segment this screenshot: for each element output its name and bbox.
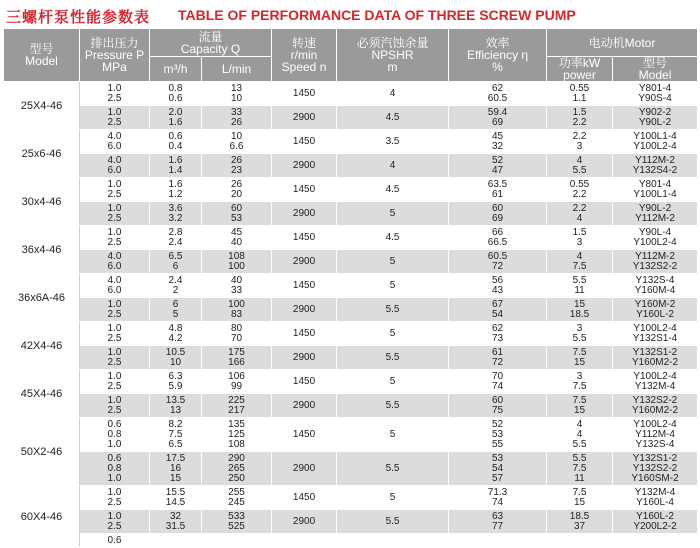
npshr-cell: 4.5 bbox=[337, 106, 449, 130]
power-cell: 7.5 15 bbox=[547, 486, 613, 510]
pressure-cell: 1.0 2.5 bbox=[80, 178, 150, 202]
npshr-cell: 4.5 bbox=[337, 226, 449, 250]
efficiency-cell: 66 66.5 bbox=[449, 226, 547, 250]
efficiency-cell: 59.4 69 bbox=[449, 106, 547, 130]
capacity-lmin-cell: 106 99 bbox=[202, 370, 272, 394]
title-bar bbox=[0, 0, 700, 28]
efficiency-cell: 71.3 74 bbox=[449, 486, 547, 510]
capacity-m3h-cell: 17.5 16 15 bbox=[150, 452, 202, 486]
capacity-lmin-cell: 26 20 bbox=[202, 178, 272, 202]
power-cell: 5.5 11 bbox=[547, 274, 613, 298]
performance-table bbox=[3, 28, 698, 548]
model-cell: 45X4-46 bbox=[4, 370, 80, 418]
motor-model-cell: Y100L2-4 Y132S1-4 bbox=[613, 322, 698, 346]
pressure-cell: 4.0 6.0 bbox=[80, 130, 150, 154]
pressure-cell: 0.6 0.8 1.0 bbox=[80, 452, 150, 486]
pressure-cell: 1.0 2.5 bbox=[80, 510, 150, 534]
power-cell: 3 5.5 bbox=[547, 322, 613, 346]
npshr-cell: 5 bbox=[337, 322, 449, 346]
table-row bbox=[4, 202, 698, 226]
header-npshr: 必须汽蚀余量 NPSHR m bbox=[337, 29, 449, 82]
pressure-cell: 1.0 2.5 bbox=[80, 370, 150, 394]
npshr-cell bbox=[337, 534, 449, 548]
efficiency-cell: 62 60.5 bbox=[449, 82, 547, 106]
npshr-cell: 4 bbox=[337, 154, 449, 178]
speed-cell: 2900 bbox=[272, 106, 337, 130]
pressure-cell: 1.0 2.5 bbox=[80, 486, 150, 510]
motor-model-cell: Y112M-2 Y132S2-2 bbox=[613, 250, 698, 274]
table-row bbox=[4, 154, 698, 178]
capacity-m3h-cell: 3.6 3.2 bbox=[150, 202, 202, 226]
efficiency-cell: 53 54 57 bbox=[449, 452, 547, 486]
speed-cell: 2900 bbox=[272, 298, 337, 322]
table-row bbox=[4, 534, 698, 548]
power-cell: 4 4 5.5 bbox=[547, 418, 613, 452]
power-cell: 4 7.5 bbox=[547, 250, 613, 274]
speed-cell: 2900 bbox=[272, 154, 337, 178]
capacity-lmin-cell: 33 26 bbox=[202, 106, 272, 130]
speed-cell: 1450 bbox=[272, 418, 337, 452]
table-row bbox=[4, 298, 698, 322]
efficiency-cell: 56 43 bbox=[449, 274, 547, 298]
motor-model-cell: Y132M-4 Y160L-4 bbox=[613, 486, 698, 510]
power-cell: 0.55 1.1 bbox=[547, 82, 613, 106]
pressure-cell: 1.0 2.5 bbox=[80, 298, 150, 322]
power-cell: 0.55 2.2 bbox=[547, 178, 613, 202]
table-row bbox=[4, 486, 698, 510]
efficiency-cell: 70 74 bbox=[449, 370, 547, 394]
table-row bbox=[4, 250, 698, 274]
power-cell: 7.5 15 bbox=[547, 394, 613, 418]
speed-cell: 1450 bbox=[272, 322, 337, 346]
pressure-cell: 1.0 2.5 bbox=[80, 394, 150, 418]
npshr-cell: 3.5 bbox=[337, 130, 449, 154]
pressure-cell: 1.0 2.5 bbox=[80, 322, 150, 346]
npshr-cell: 4.5 bbox=[337, 178, 449, 202]
power-cell: 4 5.5 bbox=[547, 154, 613, 178]
motor-model-cell: Y100L2-4 Y112M-4 Y132S-4 bbox=[613, 418, 698, 452]
table-row bbox=[4, 274, 698, 298]
speed-cell: 1450 bbox=[272, 82, 337, 106]
power-cell: 7.5 15 bbox=[547, 346, 613, 370]
power-cell: 1.5 2.2 bbox=[547, 106, 613, 130]
capacity-lmin-cell: 175 166 bbox=[202, 346, 272, 370]
motor-model-cell: Y160L-2 Y200L2-2 bbox=[613, 510, 698, 534]
capacity-lmin-cell: 255 245 bbox=[202, 486, 272, 510]
npshr-cell: 5.5 bbox=[337, 298, 449, 322]
speed-cell: 2900 bbox=[272, 202, 337, 226]
header-capacity-m3h: m³/h bbox=[150, 57, 202, 82]
header-capacity-lmin: L/min bbox=[202, 57, 272, 82]
npshr-cell: 5 bbox=[337, 418, 449, 452]
power-cell: 2.2 3 bbox=[547, 130, 613, 154]
efficiency-cell: 67 54 bbox=[449, 298, 547, 322]
capacity-lmin-cell: 13 10 bbox=[202, 82, 272, 106]
motor-model-cell: Y90L-4 Y100L2-4 bbox=[613, 226, 698, 250]
motor-model-cell: Y801-4 Y90S-4 bbox=[613, 82, 698, 106]
efficiency-cell: 63.5 61 bbox=[449, 178, 547, 202]
capacity-m3h-cell bbox=[150, 534, 202, 548]
capacity-m3h-cell: 0.8 0.6 bbox=[150, 82, 202, 106]
speed-cell: 2900 bbox=[272, 346, 337, 370]
capacity-lmin-cell: 40 33 bbox=[202, 274, 272, 298]
motor-model-cell: Y112M-2 Y132S4-2 bbox=[613, 154, 698, 178]
npshr-cell: 4 bbox=[337, 82, 449, 106]
power-cell: 2.2 4 bbox=[547, 202, 613, 226]
header-motor: 电动机Motor bbox=[547, 29, 698, 57]
capacity-m3h-cell: 4.8 4.2 bbox=[150, 322, 202, 346]
speed-cell: 2900 bbox=[272, 452, 337, 486]
capacity-m3h-cell: 1.6 1.2 bbox=[150, 178, 202, 202]
table-row bbox=[4, 226, 698, 250]
power-cell: 15 18.5 bbox=[547, 298, 613, 322]
header-motor-model: 型号 Model bbox=[613, 57, 698, 82]
speed-cell: 1450 bbox=[272, 130, 337, 154]
motor-model-cell: Y132S1-2 Y132S2-2 Y160SM-2 bbox=[613, 452, 698, 486]
capacity-m3h-cell: 1.6 1.4 bbox=[150, 154, 202, 178]
npshr-cell: 5 bbox=[337, 274, 449, 298]
pressure-cell: 4.0 6.0 bbox=[80, 274, 150, 298]
npshr-cell: 5.5 bbox=[337, 346, 449, 370]
capacity-m3h-cell: 0.6 0.4 bbox=[150, 130, 202, 154]
capacity-lmin-cell bbox=[202, 534, 272, 548]
table-row bbox=[4, 82, 698, 106]
table-row bbox=[4, 452, 698, 486]
table-row bbox=[4, 418, 698, 452]
efficiency-cell: 63 77 bbox=[449, 510, 547, 534]
pressure-cell: 0.6 0.8 1.0 bbox=[80, 418, 150, 452]
title-chinese: 三螺杆泵性能参数表 bbox=[6, 9, 151, 26]
pressure-cell: 1.0 2.5 bbox=[80, 226, 150, 250]
table-row bbox=[4, 346, 698, 370]
efficiency-cell: 60 69 bbox=[449, 202, 547, 226]
capacity-m3h-cell: 6 5 bbox=[150, 298, 202, 322]
pressure-cell: 0.6 bbox=[80, 534, 150, 548]
capacity-lmin-cell: 100 83 bbox=[202, 298, 272, 322]
header-speed: 转速 r/min Speed n bbox=[272, 29, 337, 82]
capacity-m3h-cell: 15.5 14.5 bbox=[150, 486, 202, 510]
npshr-cell: 5 bbox=[337, 370, 449, 394]
table-row bbox=[4, 394, 698, 418]
speed-cell: 2900 bbox=[272, 250, 337, 274]
capacity-m3h-cell: 6.3 5.9 bbox=[150, 370, 202, 394]
table-row bbox=[4, 510, 698, 534]
pressure-cell: 1.0 2.5 bbox=[80, 346, 150, 370]
capacity-m3h-cell: 2.8 2.4 bbox=[150, 226, 202, 250]
model-cell: 60X4-46 bbox=[4, 486, 80, 548]
model-cell: 25X4-46 bbox=[4, 82, 80, 130]
pressure-cell: 4.0 6.0 bbox=[80, 154, 150, 178]
speed-cell: 1450 bbox=[272, 226, 337, 250]
header-efficiency: 效率 Efficiency η % bbox=[449, 29, 547, 82]
capacity-lmin-cell: 45 40 bbox=[202, 226, 272, 250]
model-cell: 36x6A-46 bbox=[4, 274, 80, 322]
model-cell: 50X2-46 bbox=[4, 418, 80, 486]
capacity-lmin-cell: 533 525 bbox=[202, 510, 272, 534]
efficiency-cell bbox=[449, 534, 547, 548]
efficiency-cell: 62 73 bbox=[449, 322, 547, 346]
capacity-m3h-cell: 8.2 7.5 6.5 bbox=[150, 418, 202, 452]
pressure-cell: 1.0 2.5 bbox=[80, 106, 150, 130]
capacity-lmin-cell: 26 23 bbox=[202, 154, 272, 178]
power-cell: 3 7.5 bbox=[547, 370, 613, 394]
motor-model-cell: Y160M-2 Y160L-2 bbox=[613, 298, 698, 322]
header-pressure: 排出压力 Pressure P MPa bbox=[80, 29, 150, 82]
power-cell: 5.5 7.5 11 bbox=[547, 452, 613, 486]
npshr-cell: 5 bbox=[337, 202, 449, 226]
model-cell: 30x4-46 bbox=[4, 178, 80, 226]
power-cell: 18.5 37 bbox=[547, 510, 613, 534]
speed-cell: 2900 bbox=[272, 394, 337, 418]
table-body bbox=[4, 82, 698, 548]
power-cell bbox=[547, 534, 613, 548]
table-row bbox=[4, 106, 698, 130]
efficiency-cell: 60.5 72 bbox=[449, 250, 547, 274]
npshr-cell: 5 bbox=[337, 250, 449, 274]
npshr-cell: 5.5 bbox=[337, 452, 449, 486]
capacity-m3h-cell: 2.4 2 bbox=[150, 274, 202, 298]
pressure-cell: 1.0 2.5 bbox=[80, 202, 150, 226]
efficiency-cell: 61 72 bbox=[449, 346, 547, 370]
model-cell: 42X4-46 bbox=[4, 322, 80, 370]
motor-model-cell: Y100L1-4 Y100L2-4 bbox=[613, 130, 698, 154]
motor-model-cell: Y902-2 Y90L-2 bbox=[613, 106, 698, 130]
pressure-cell: 4.0 6.0 bbox=[80, 250, 150, 274]
speed-cell: 1450 bbox=[272, 486, 337, 510]
table-row bbox=[4, 370, 698, 394]
capacity-m3h-cell: 10.5 10 bbox=[150, 346, 202, 370]
npshr-cell: 5.5 bbox=[337, 510, 449, 534]
capacity-lmin-cell: 135 125 108 bbox=[202, 418, 272, 452]
efficiency-cell: 52 47 bbox=[449, 154, 547, 178]
npshr-cell: 5 bbox=[337, 486, 449, 510]
efficiency-cell: 52 53 55 bbox=[449, 418, 547, 452]
header-model: 型号 Model bbox=[4, 29, 80, 82]
motor-model-cell: Y100L2-4 Y132M-4 bbox=[613, 370, 698, 394]
capacity-m3h-cell: 32 31.5 bbox=[150, 510, 202, 534]
motor-model-cell: Y90L-2 Y112M-2 bbox=[613, 202, 698, 226]
capacity-lmin-cell: 60 53 bbox=[202, 202, 272, 226]
efficiency-cell: 60 75 bbox=[449, 394, 547, 418]
header-capacity: 流量 Capacity Q bbox=[150, 29, 272, 57]
speed-cell: 2900 bbox=[272, 510, 337, 534]
speed-cell: 1450 bbox=[272, 274, 337, 298]
power-cell: 1.5 3 bbox=[547, 226, 613, 250]
table-row bbox=[4, 322, 698, 346]
capacity-lmin-cell: 225 217 bbox=[202, 394, 272, 418]
header-motor-power: 功率kW power bbox=[547, 57, 613, 82]
capacity-lmin-cell: 80 70 bbox=[202, 322, 272, 346]
npshr-cell: 5.5 bbox=[337, 394, 449, 418]
speed-cell: 1450 bbox=[272, 178, 337, 202]
motor-model-cell: Y801-4 Y100L1-4 bbox=[613, 178, 698, 202]
speed-cell bbox=[272, 534, 337, 548]
motor-model-cell: Y132S-4 Y160M-4 bbox=[613, 274, 698, 298]
model-cell: 25x6-46 bbox=[4, 130, 80, 178]
speed-cell: 1450 bbox=[272, 370, 337, 394]
title-english: TABLE OF PERFORMANCE DATA OF THREE SCREW PUMP bbox=[178, 7, 576, 23]
motor-model-cell: Y132S2-2 Y160M2-2 bbox=[613, 394, 698, 418]
capacity-lmin-cell: 290 265 250 bbox=[202, 452, 272, 486]
motor-model-cell bbox=[613, 534, 698, 548]
pressure-cell: 1.0 2.5 bbox=[80, 82, 150, 106]
capacity-m3h-cell: 13.5 13 bbox=[150, 394, 202, 418]
capacity-lmin-cell: 10 6.6 bbox=[202, 130, 272, 154]
capacity-lmin-cell: 108 100 bbox=[202, 250, 272, 274]
table-row bbox=[4, 130, 698, 154]
table-row bbox=[4, 178, 698, 202]
efficiency-cell: 45 32 bbox=[449, 130, 547, 154]
model-cell: 36x4-46 bbox=[4, 226, 80, 274]
capacity-m3h-cell: 2.0 1.6 bbox=[150, 106, 202, 130]
capacity-m3h-cell: 6.5 6 bbox=[150, 250, 202, 274]
motor-model-cell: Y132S1-2 Y160M2-2 bbox=[613, 346, 698, 370]
